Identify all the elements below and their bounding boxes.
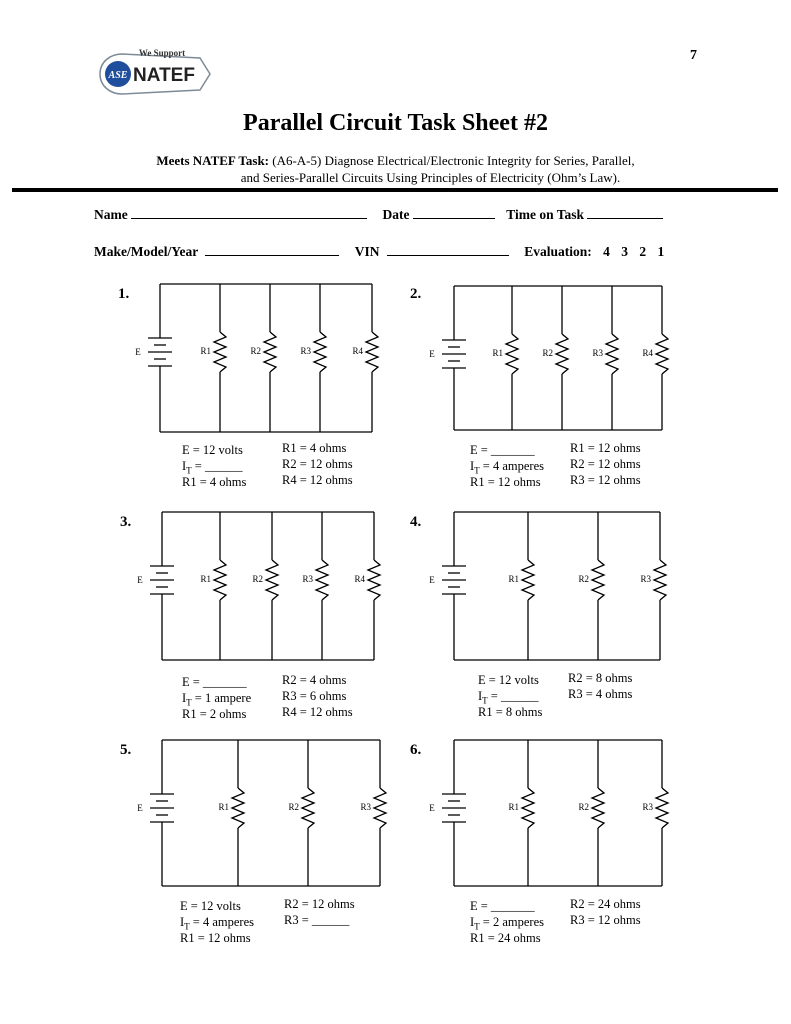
value-text: R1 = 2 ohms bbox=[182, 707, 247, 721]
eval-score-3[interactable]: 3 bbox=[621, 244, 629, 259]
value-text: = 2 amperes bbox=[479, 915, 544, 929]
name-label: Name bbox=[94, 207, 128, 222]
value-text: R2 = 24 ohms bbox=[570, 897, 641, 911]
value-text: E = 12 volts bbox=[478, 673, 539, 687]
page-title: Parallel Circuit Task Sheet #2 bbox=[243, 110, 548, 136]
given-value bbox=[470, 898, 544, 914]
resistor-label: R4 bbox=[642, 348, 653, 358]
battery-label: E bbox=[135, 347, 141, 357]
value-text: I bbox=[182, 459, 187, 473]
value-subscript: T bbox=[184, 921, 190, 932]
value-text: R2 = 12 ohms bbox=[570, 457, 641, 471]
logo-ase-text: ASE bbox=[108, 70, 128, 81]
problem-number: 6. bbox=[410, 742, 422, 758]
value-text: I bbox=[470, 915, 475, 929]
value-text: I bbox=[478, 689, 483, 703]
battery-label: E bbox=[429, 349, 435, 359]
value-text: R3 = 4 ohms bbox=[568, 687, 633, 701]
value-subscript: T bbox=[474, 921, 480, 932]
resistor-label: R3 bbox=[592, 348, 603, 358]
resistor-label: R3 bbox=[300, 346, 311, 356]
resistor-label: R3 bbox=[360, 802, 371, 812]
problem-number: 1. bbox=[118, 286, 130, 302]
value-text: = 4 amperes bbox=[189, 915, 254, 929]
page-number: 7 bbox=[690, 48, 697, 63]
resistor-label: R1 bbox=[508, 802, 519, 812]
value-text: R2 = 12 ohms bbox=[284, 897, 355, 911]
evaluation-label: Evaluation: bbox=[524, 244, 592, 259]
logo-top-text: We Support bbox=[138, 48, 186, 58]
time-on-task-label: Time on Task bbox=[506, 207, 585, 222]
value-subscript: T bbox=[474, 465, 480, 476]
value-subscript: T bbox=[186, 697, 192, 708]
resistor-label: R1 bbox=[218, 802, 229, 812]
resistor-label: R4 bbox=[352, 346, 363, 356]
battery-label: E bbox=[137, 575, 143, 585]
given-value bbox=[570, 912, 641, 928]
value-text: = ______ bbox=[191, 459, 243, 473]
resistor-icon bbox=[522, 788, 534, 828]
value-text: R4 = 12 ohms bbox=[282, 473, 353, 487]
resistor-label: R2 bbox=[252, 574, 263, 584]
given-value bbox=[470, 914, 544, 930]
value-text: R3 = ______ bbox=[284, 913, 350, 927]
battery-label: E bbox=[137, 803, 143, 813]
resistor-label: R4 bbox=[354, 574, 365, 584]
resistor-label: R1 bbox=[492, 348, 503, 358]
date-label: Date bbox=[382, 207, 410, 222]
logo-brand-text: NATEF bbox=[133, 65, 195, 86]
value-text: R1 = 12 ohms bbox=[570, 441, 641, 455]
value-text: E = _______ bbox=[470, 443, 535, 457]
resistor-label: R1 bbox=[200, 346, 211, 356]
resistor-label: R1 bbox=[200, 574, 211, 584]
make-model-year-label: Make/Model/Year bbox=[94, 244, 198, 259]
value-text: E = 12 volts bbox=[182, 443, 243, 457]
value-text: E = _______ bbox=[470, 899, 535, 913]
given-values-left bbox=[470, 898, 544, 946]
value-text: R3 = 12 ohms bbox=[570, 473, 641, 487]
value-text: R2 = 8 ohms bbox=[568, 671, 633, 685]
value-text: R1 = 4 ohms bbox=[282, 441, 347, 455]
value-text: = 4 amperes bbox=[479, 459, 544, 473]
resistor-label: R2 bbox=[542, 348, 553, 358]
resistor-label: R3 bbox=[642, 802, 653, 812]
value-text: = ______ bbox=[487, 689, 539, 703]
value-subscript: T bbox=[482, 695, 488, 706]
problem-number: 5. bbox=[120, 742, 132, 758]
vin-label: VIN bbox=[354, 244, 380, 259]
problem-number: 3. bbox=[120, 514, 132, 530]
resistor-label: R2 bbox=[250, 346, 261, 356]
problem-number: 4. bbox=[410, 514, 422, 530]
given-values-right bbox=[570, 896, 641, 928]
value-text: R1 = 4 ohms bbox=[182, 475, 247, 489]
resistor-label: R3 bbox=[302, 574, 313, 584]
eval-score-1[interactable]: 1 bbox=[657, 244, 665, 259]
value-text: R1 = 12 ohms bbox=[180, 931, 251, 945]
value-text: I bbox=[182, 691, 187, 705]
battery-label: E bbox=[429, 803, 435, 813]
value-text: R1 = 12 ohms bbox=[470, 475, 541, 489]
meets-line-1: (A6-A-5) Diagnose Electrical/Electronic Integrity for Series, Parallel, bbox=[272, 153, 635, 168]
battery-label: E bbox=[429, 575, 435, 585]
resistor-label: R2 bbox=[288, 802, 299, 812]
resistor-label: R2 bbox=[578, 802, 589, 812]
meets-label: Meets NATEF Task: bbox=[156, 153, 269, 168]
value-text: R2 = 4 ohms bbox=[282, 673, 347, 687]
value-subscript: T bbox=[186, 465, 192, 476]
eval-score-4[interactable]: 4 bbox=[603, 244, 610, 259]
resistor-label: R1 bbox=[508, 574, 519, 584]
value-text: I bbox=[470, 459, 475, 473]
given-value bbox=[470, 930, 544, 946]
value-text: R3 = 12 ohms bbox=[570, 913, 641, 927]
value-text: E = _______ bbox=[182, 675, 247, 689]
value-text: E = 12 volts bbox=[180, 899, 241, 913]
value-text: R2 = 12 ohms bbox=[282, 457, 353, 471]
problem-number: 2. bbox=[410, 286, 422, 302]
value-text: R1 = 8 ohms bbox=[478, 705, 543, 719]
resistor-label: R3 bbox=[640, 574, 651, 584]
value-text: R1 = 24 ohms bbox=[470, 931, 541, 945]
value-text: R4 = 12 ohms bbox=[282, 705, 353, 719]
resistor-icon bbox=[592, 788, 604, 828]
meets-line-2: and Series-Parallel Circuits Using Principles of Electricity (Ohm’s Law). bbox=[240, 170, 621, 185]
resistor-icon bbox=[656, 788, 668, 828]
given-value bbox=[570, 896, 641, 912]
value-text: = 1 ampere bbox=[191, 691, 252, 705]
value-text: R3 = 6 ohms bbox=[282, 689, 347, 703]
value-text: I bbox=[180, 915, 185, 929]
eval-score-2[interactable]: 2 bbox=[639, 244, 647, 259]
resistor-label: R2 bbox=[578, 574, 589, 584]
